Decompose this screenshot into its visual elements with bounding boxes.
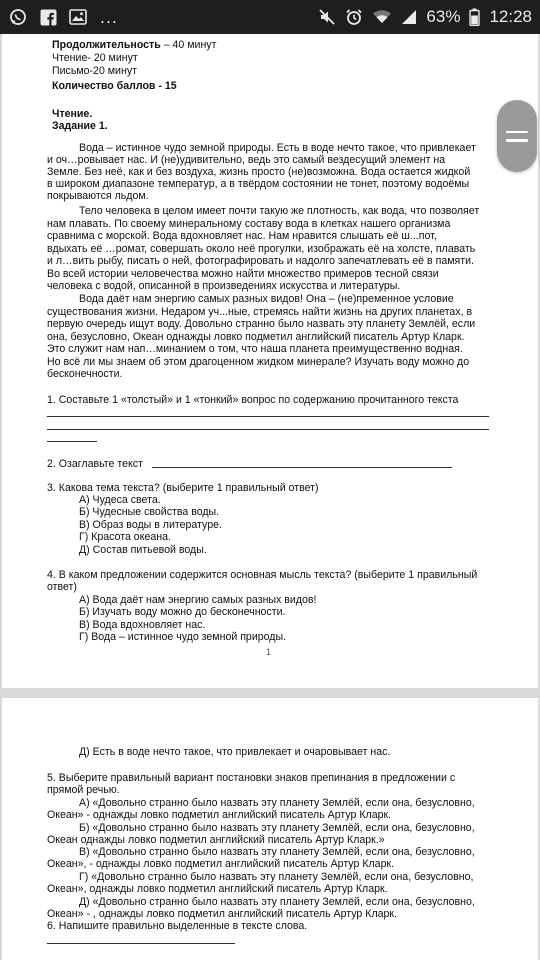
q5-option-cont: Океан» - , однажды ловко подметил английский писатель Артур Кларк. (47, 908, 397, 920)
q5-option-cont: Океан», - однажды ловко подметил английский писатель Артур Кларк. (47, 858, 395, 870)
para1-line: и оч…ровывает нас. И (не)удивительно, ведь это самый вездесущий элемент на (47, 154, 446, 166)
para2-line: вдыхать её …ромат, совершать около неё прогулки, изображать её на холсте, плавать (47, 243, 476, 255)
q4-option: Г) Вода – истинное чудо земной природы. (79, 631, 287, 643)
para2-line: и л…вить рыбу, писать о ней, фотографировать и надолго запечатлевать её в памяти. (47, 255, 474, 267)
document-page-2 (2, 698, 538, 960)
document-page-1 (2, 34, 538, 688)
q5-option: Б) «Довольно странно было назвать эту планету Землёй, если она, безусловно, (79, 822, 475, 834)
question-1: 1. Составьте 1 «толстый» и 1 «тонкий» вопрос по содержанию прочитанного текста (47, 394, 459, 406)
duration-value: – 40 минут (160, 39, 217, 51)
para2-line: сравнима с морской. Вода вдохновляет нас. Нам нравится слышать её ш...пот, (47, 230, 437, 242)
q3-option: Д) Состав питьевой воды. (79, 544, 207, 556)
para3-line: Это служит нам нап…минанием о том, что наша планета преимущественно водная. (47, 343, 463, 355)
para3-line: существования жизни. Недаром уч...ные, стремясь найти жизнь на других планетах, в (47, 306, 473, 318)
answer-line (47, 943, 235, 944)
question-2: 2. Озаглавьте текст (47, 458, 143, 470)
para1-line: Вода – истинное чудо земной природы. Есть в воде нечто такое, что привлекает (79, 142, 476, 154)
question-5: 5. Выберите правильный вариант постановки знаков препинания в предложении с (47, 772, 456, 784)
q3-option: В) Образ воды в литературе. (79, 519, 222, 531)
para2-line: Во всей истории человечества можно найти множество примеров тесной связи (47, 268, 439, 280)
q5-option-cont: Океан однажды ловко подметил английский писатель Артур Кларк.» (47, 834, 385, 846)
duration-label: Продолжительность (52, 39, 161, 51)
more-notifications: ... (100, 6, 119, 27)
para3-line: бесконечности. (47, 368, 123, 380)
para1-line: в широком диапазоне температур, а в твёрдом состоянии не тонет, поэтому водоёмы (47, 178, 470, 190)
duration-line (52, 39, 216, 51)
mute-icon (318, 8, 336, 26)
page-number: 1 (266, 647, 272, 657)
para2-line: нам плавать. По своему минеральному составу вода в клетках нашего организма (47, 218, 451, 230)
writing-time: Письмо-20 минут (52, 65, 137, 77)
q5-option-cont: Океан» - однажды ловко подметил английский писатель Артур Кларк. (47, 809, 392, 821)
alarm-icon (345, 8, 363, 26)
q5-option: Г) «Довольно странно было назвать эту планету Землёй, если она, безусловно, (79, 871, 474, 883)
q3-option: Б) Чудесные свойства воды. (79, 506, 220, 518)
q4-option: В) Вода вдохновляет нас. (79, 619, 206, 631)
q5-option: Д) «Довольно странно было назвать эту планету Землёй, если она, безусловно, (79, 896, 475, 908)
q4-option: А) Вода даёт нам энергию самых разных видов! (79, 594, 317, 606)
task-title: Задание 1. (52, 120, 108, 132)
question-5-cont: прямой речью. (47, 784, 120, 796)
q4-option-d: Д) Есть в воде нечто такое, что привлекает и очаровывает нас. (79, 746, 391, 758)
reading-time: Чтение- 20 минут (52, 52, 138, 64)
question-4-cont: ответ) (47, 581, 77, 593)
answer-line (47, 416, 489, 417)
handle-grip-icon (506, 131, 528, 134)
para1-line: покрываются льдом. (47, 190, 149, 202)
handle-grip-icon (506, 139, 528, 142)
total-score: Количество баллов - 15 (52, 80, 177, 92)
para3-line: Вода даёт нам энергию самых разных видов! Она – (не)пременное условие (79, 293, 454, 305)
q5-option: В) «Довольно странно было назвать эту планету Землёй, если она, безусловно, (79, 846, 475, 858)
answer-line (47, 429, 489, 430)
q4-option: Б) Изучать воду можно до бесконечности. (79, 606, 286, 618)
clock: 12:28 (489, 7, 532, 26)
q3-option: А) Чудеса света. (79, 494, 161, 506)
gallery-icon (68, 7, 88, 27)
q5-option: А) «Довольно странно было назвать эту планету Землёй, если она, безусловно, (79, 797, 475, 809)
para2-line: Тело человека в целом имеет почти такую же плотность, как вода, что позволяет (79, 205, 480, 217)
q5-option-cont: Океан», однажды ловко подметил английский писатель Артур Кларк. (47, 883, 388, 895)
battery-icon (469, 8, 480, 26)
para2-line: человека с водой, описанной в произведениях искусства и литературы. (47, 280, 401, 292)
answer-line (47, 441, 97, 442)
whatsapp-icon (8, 7, 28, 27)
question-6: 6. Напишите правильно выделенные в тексте слова. (47, 920, 308, 932)
facebook-icon (38, 7, 58, 27)
section-title: Чтение. (52, 108, 93, 120)
para3-line: она, безусловно, Океан однажды ловко подметил английский писатель Артур Кларк. (47, 331, 465, 343)
para3-line: Но всё ли мы знаем об этом драгоценном жидком минерале? Изучать воду можно до (47, 356, 470, 368)
scroll-handle[interactable] (497, 100, 537, 172)
q3-option: Г) Красота океана. (79, 531, 171, 543)
para3-line: первую очередь ищут воду. Довольно странно было назвать эту планету Землёй, если (47, 318, 476, 330)
question-4: 4. В каком предложении содержится основная мысль текста? (выберите 1 правильный (47, 569, 478, 581)
question-3: 3. Какова тема текста? (выберите 1 правильный ответ) (47, 482, 319, 494)
battery-percent: 63% (426, 7, 461, 26)
wifi-icon (372, 9, 392, 25)
signal-icon (401, 9, 417, 25)
status-bar (0, 0, 540, 34)
title-answer-line (152, 467, 452, 468)
para1-line: Земле. Без неё, как и без воздуха, жизнь просто (не)возможна. Вода остается жидкой (47, 166, 471, 178)
